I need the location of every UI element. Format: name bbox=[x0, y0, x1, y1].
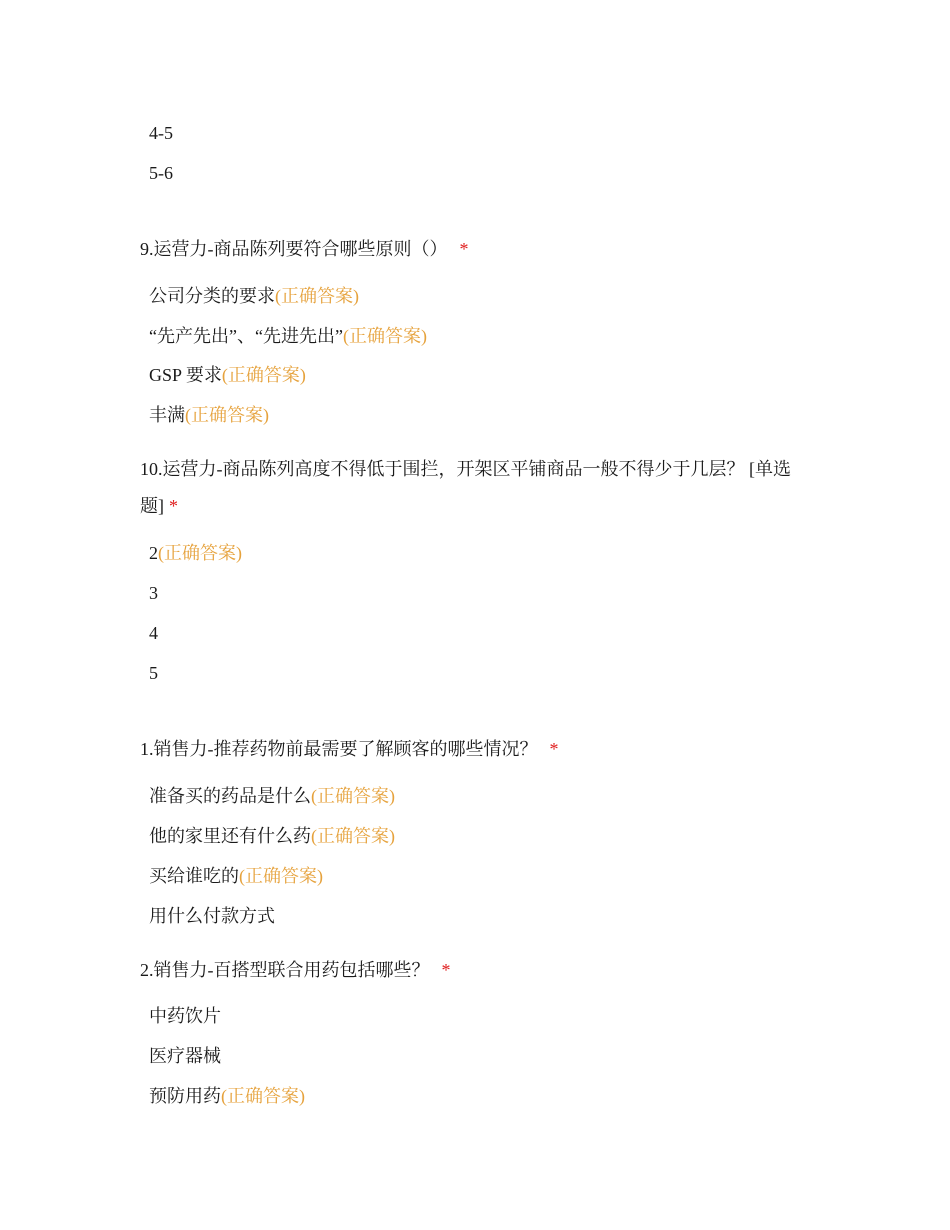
option-item bbox=[149, 621, 158, 645]
question-text: 10.运营力-商品陈列高度不得低于围拦，开架区平铺商品一般不得少于几层？ [单选题] bbox=[140, 459, 791, 516]
required-mark: * bbox=[549, 739, 559, 759]
option-item bbox=[149, 161, 173, 185]
correct-answer-label: (正确答案) bbox=[311, 786, 395, 806]
required-mark: * bbox=[169, 496, 178, 516]
option-item bbox=[149, 1044, 221, 1068]
option-item bbox=[149, 661, 158, 685]
option-text: 3 bbox=[149, 583, 158, 603]
option-item bbox=[149, 864, 323, 888]
option-text: 医疗器械 bbox=[149, 1046, 221, 1066]
option-item bbox=[149, 324, 427, 348]
required-mark: * bbox=[459, 239, 469, 259]
option-text: 4 bbox=[149, 623, 158, 643]
option-text: 5 bbox=[149, 663, 158, 683]
correct-answer-label: (正确答案) bbox=[275, 286, 359, 306]
option-item bbox=[149, 904, 275, 928]
correct-answer-label: (正确答案) bbox=[342, 326, 427, 346]
option-item bbox=[149, 1004, 221, 1028]
option-text: “先产先出”、“先进先出” bbox=[149, 326, 343, 346]
option-text: 4-5 bbox=[149, 123, 173, 143]
option-item bbox=[149, 581, 158, 605]
correct-answer-label: (正确答案) bbox=[158, 543, 242, 563]
option-text: 用什么付款方式 bbox=[149, 906, 275, 926]
question-title bbox=[140, 737, 559, 761]
option-item bbox=[149, 784, 395, 808]
option-text: 他的家里还有什么药 bbox=[149, 826, 311, 846]
option-item bbox=[149, 284, 359, 308]
correct-answer-label: (正确答案) bbox=[185, 405, 269, 425]
correct-answer-label: (正确答案) bbox=[311, 826, 395, 846]
option-item bbox=[149, 1084, 305, 1108]
option-text: 准备买的药品是什么 bbox=[149, 786, 311, 806]
question-text: 1.销售力-推荐药物前最需要了解顾客的哪些情况？ bbox=[140, 739, 538, 759]
question-title bbox=[140, 237, 469, 261]
option-item bbox=[149, 824, 395, 848]
question-title bbox=[140, 451, 810, 525]
question-text: 2.销售力-百搭型联合用药包括哪些？ bbox=[140, 960, 430, 980]
option-text: 预防用药 bbox=[149, 1086, 221, 1106]
option-text: 丰满 bbox=[149, 405, 185, 425]
correct-answer-label: (正确答案) bbox=[221, 365, 306, 385]
option-item bbox=[149, 541, 242, 565]
option-text: GSP 要求 bbox=[149, 365, 222, 385]
option-text: 公司分类的要求 bbox=[149, 286, 275, 306]
correct-answer-label: (正确答案) bbox=[221, 1086, 305, 1106]
question-title bbox=[140, 958, 451, 982]
option-text: 2 bbox=[149, 543, 158, 563]
option-item bbox=[149, 363, 306, 387]
option-item bbox=[149, 403, 269, 427]
question-text: 9.运营力-商品陈列要符合哪些原则（） bbox=[140, 239, 448, 259]
option-text: 中药饮片 bbox=[149, 1006, 221, 1026]
correct-answer-label: (正确答案) bbox=[239, 866, 323, 886]
option-text: 5-6 bbox=[149, 163, 173, 183]
option-item bbox=[149, 121, 173, 145]
required-mark: * bbox=[441, 960, 451, 980]
option-text: 买给谁吃的 bbox=[149, 866, 239, 886]
